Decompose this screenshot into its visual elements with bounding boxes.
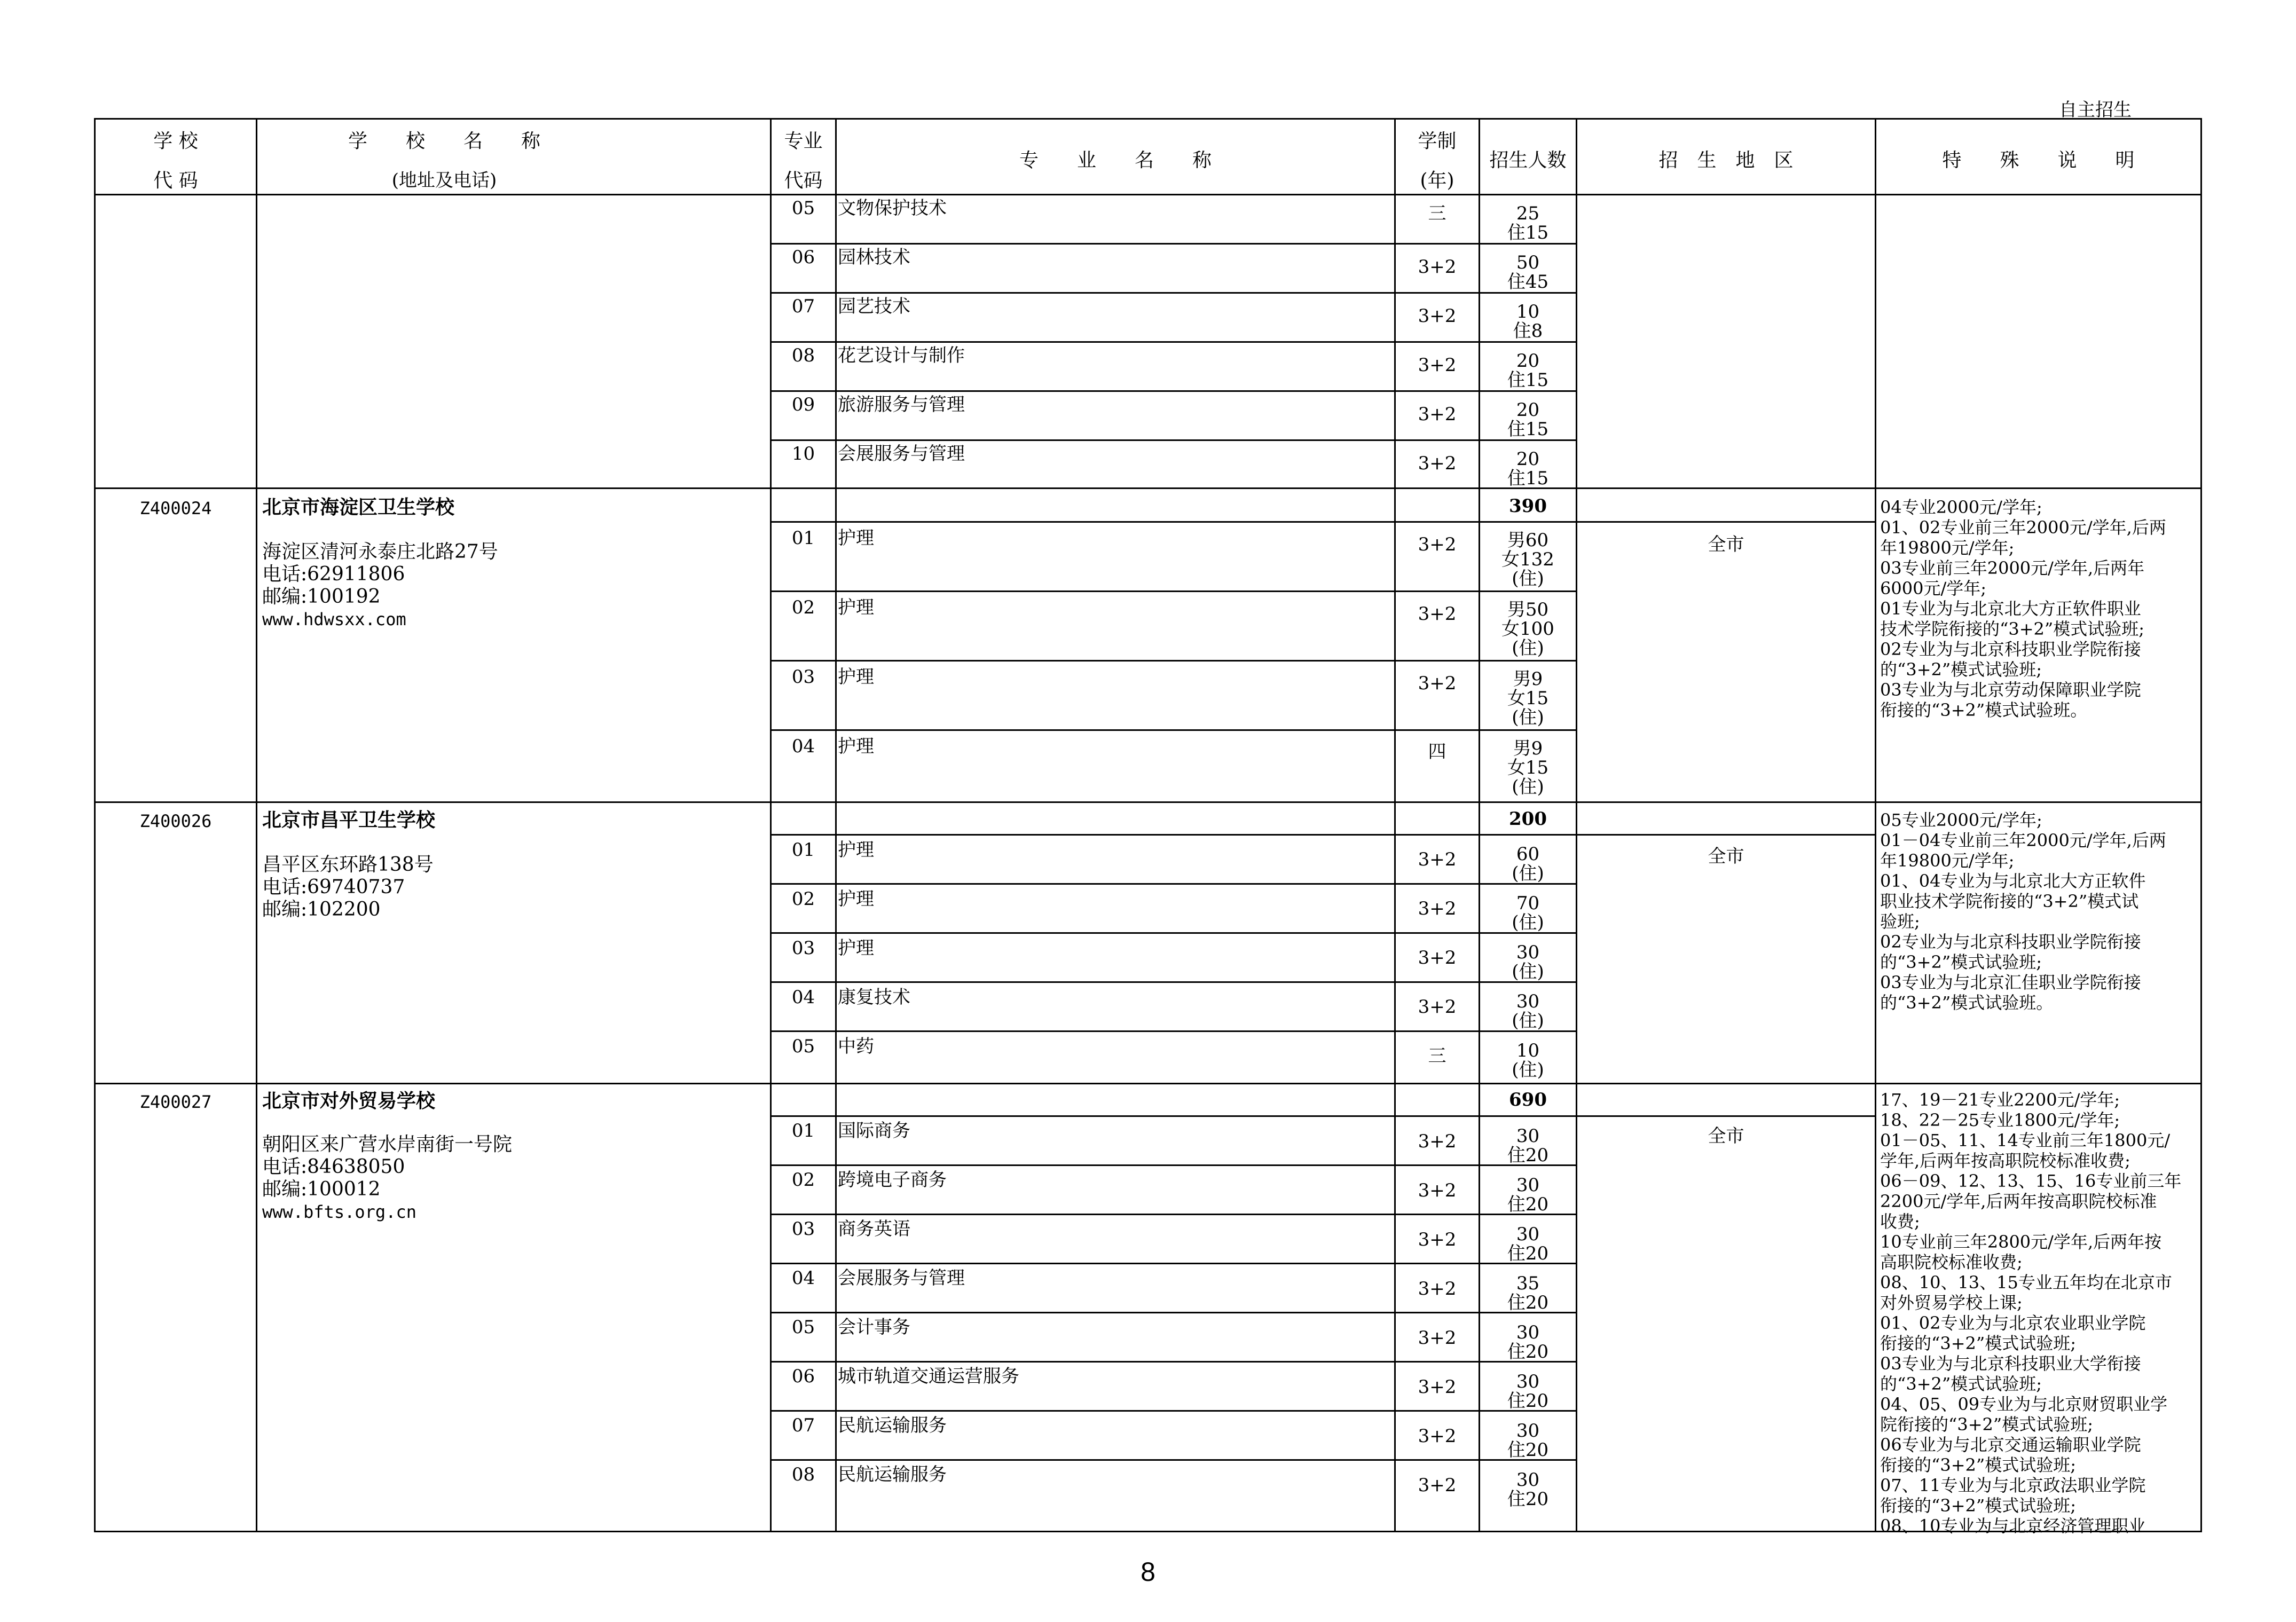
years: 3+2 <box>1418 355 1457 376</box>
quota-line: 住15 <box>1507 419 1549 440</box>
quota-line: (住) <box>1512 568 1544 589</box>
quota-line: 女132 <box>1501 549 1554 570</box>
quota-line: (住) <box>1512 707 1544 728</box>
header-years-line1: 学制 <box>1418 130 1457 152</box>
quota-line: 男60 <box>1507 530 1549 551</box>
years: 3+2 <box>1418 947 1457 969</box>
header-name-line2: (地址及电话) <box>391 170 497 191</box>
header-code-line1: 学 校 <box>153 130 198 152</box>
quota-line: 住20 <box>1507 1194 1549 1215</box>
major-name: 旅游服务与管理 <box>838 394 965 415</box>
quota-line: 30 <box>1516 1469 1540 1491</box>
major-name: 民航运输服务 <box>838 1464 947 1485</box>
header-name-cell <box>256 118 772 195</box>
major-code: 08 <box>791 345 815 366</box>
major-code: 03 <box>791 938 815 959</box>
years: 三 <box>1428 1045 1446 1067</box>
header-region: 招 生 地 区 <box>1658 149 1794 171</box>
school-total: 200 <box>1509 808 1547 830</box>
header-name-line1: 学 校 名 称 <box>348 130 540 152</box>
quota-line: (住) <box>1512 637 1544 659</box>
quota-line: 60 <box>1516 844 1540 865</box>
quota-line: (住) <box>1512 776 1544 798</box>
major-name: 护理 <box>838 666 874 688</box>
quota-line: 30 <box>1516 1175 1540 1196</box>
header-quota-cell <box>1479 118 1577 195</box>
years: 3+2 <box>1418 673 1457 694</box>
years: 3+2 <box>1418 603 1457 625</box>
major-name: 护理 <box>838 736 874 757</box>
quota-line: 女15 <box>1507 757 1549 778</box>
years: 3+2 <box>1418 1180 1457 1201</box>
major-code: 03 <box>791 1218 815 1240</box>
header-quota: 招生人数 <box>1489 149 1567 171</box>
quota-line: 70 <box>1516 893 1540 914</box>
school-code: Z400027 <box>139 1092 212 1112</box>
years: 3+2 <box>1418 849 1457 870</box>
header-major-code-cell <box>770 118 837 195</box>
quota-line: 20 <box>1516 448 1540 470</box>
school-phone: 电话:62911806 <box>262 563 405 585</box>
quota-line: 50 <box>1516 252 1540 273</box>
major-code: 09 <box>791 394 815 415</box>
years: 3+2 <box>1418 996 1457 1018</box>
years: 3+2 <box>1418 898 1457 919</box>
major-code: 10 <box>791 443 815 464</box>
major-name: 城市轨道交通运营服务 <box>838 1366 1019 1387</box>
header-years-cell <box>1394 118 1480 195</box>
major-name: 商务英语 <box>838 1218 910 1240</box>
quota-line: 10 <box>1516 301 1540 322</box>
quota-line: 住20 <box>1507 1243 1549 1264</box>
school-postcode: 邮编:100012 <box>262 1178 381 1200</box>
header-notes-cell <box>1875 118 2202 195</box>
quota-line: 30 <box>1516 1322 1540 1343</box>
years: 3+2 <box>1418 534 1457 555</box>
quota-line: 30 <box>1516 1371 1540 1392</box>
school-region: 全市 <box>1708 534 1744 555</box>
header-notes: 特 殊 说 明 <box>1942 149 2135 171</box>
school-name: 北京市昌平卫生学校 <box>262 809 436 831</box>
school-code: Z400024 <box>139 498 212 518</box>
school-code: Z400026 <box>139 811 212 831</box>
major-name: 花艺设计与制作 <box>838 345 965 366</box>
header-code-cell <box>94 118 257 195</box>
quota-line: 20 <box>1516 399 1540 421</box>
quota-line: 10 <box>1516 1040 1540 1061</box>
years: 三 <box>1428 203 1446 224</box>
major-name: 会展服务与管理 <box>838 443 965 464</box>
major-name: 康复技术 <box>838 987 910 1008</box>
quota-line: 住8 <box>1513 320 1543 342</box>
quota-line: 30 <box>1516 942 1540 963</box>
major-name: 护理 <box>838 938 874 959</box>
continued-name-cell <box>256 194 772 489</box>
quota-line: 男9 <box>1513 738 1543 759</box>
header-major-code-line2: 代码 <box>784 170 823 192</box>
years: 3+2 <box>1418 1475 1457 1496</box>
major-name: 会计事务 <box>838 1317 910 1338</box>
enrollment-table <box>94 118 2202 1536</box>
continued-notes-cell <box>1875 194 2202 489</box>
corner-label: 自主招生 <box>2059 99 2132 121</box>
quota-line: 住45 <box>1507 271 1549 293</box>
continued-code-cell <box>94 194 257 489</box>
quota-line: (住) <box>1512 1010 1544 1032</box>
school-phone: 电话:69740737 <box>262 876 405 898</box>
quota-line: 女15 <box>1507 688 1549 709</box>
years: 3+2 <box>1418 1376 1457 1398</box>
years: 3+2 <box>1418 1131 1457 1152</box>
quota-line: (住) <box>1512 961 1544 982</box>
major-code: 06 <box>791 1366 815 1387</box>
major-code: 03 <box>791 666 815 688</box>
years: 3+2 <box>1418 1278 1457 1300</box>
header-years-line2: (年) <box>1420 170 1454 192</box>
school-url[interactable]: www.hdwsxx.com <box>262 609 406 629</box>
school-notes: 05专业2000元/学年; 01－04专业前三年2000元/学年,后两 年19800元/学年; 01、04专业为与北京北大方正软件 职业技术学院衔接的“3+2”模式试 验班; 02专业为与北京科技职业学院衔接 的“3+2”模式试验班; 03专业为与北京汇佳职业学院衔接 的“3+2”模式试验班。 <box>1880 810 2166 1013</box>
quota-line: 住15 <box>1507 468 1549 489</box>
years: 3+2 <box>1418 1229 1457 1250</box>
years: 3+2 <box>1418 1426 1457 1447</box>
quota-line: (住) <box>1512 1059 1544 1081</box>
major-code: 04 <box>791 1267 815 1289</box>
major-name: 跨境电子商务 <box>838 1169 947 1191</box>
major-name: 文物保护技术 <box>838 198 947 219</box>
quota-line: (住) <box>1512 912 1544 933</box>
school-name: 北京市对外贸易学校 <box>262 1090 436 1112</box>
major-name: 中药 <box>838 1036 874 1057</box>
school-total: 390 <box>1509 495 1547 517</box>
quota-line: 住20 <box>1507 1390 1549 1412</box>
major-code: 02 <box>791 888 815 910</box>
major-code: 08 <box>791 1464 815 1485</box>
page-number: 8 <box>1141 1557 1155 1587</box>
years: 四 <box>1428 741 1446 762</box>
major-name: 国际商务 <box>838 1120 910 1141</box>
major-code: 04 <box>791 736 815 757</box>
school-postcode: 邮编:102200 <box>262 899 381 920</box>
major-name: 会展服务与管理 <box>838 1267 965 1289</box>
school-address: 昌平区东环路138号 <box>262 854 434 876</box>
quota-line: 35 <box>1516 1273 1540 1294</box>
school-address: 海淀区清河永泰庄北路27号 <box>262 541 498 563</box>
major-name: 民航运输服务 <box>838 1415 947 1436</box>
quota-line: 30 <box>1516 1125 1540 1147</box>
major-code: 05 <box>791 1036 815 1057</box>
years: 3+2 <box>1418 404 1457 425</box>
school-region: 全市 <box>1708 1125 1744 1147</box>
school-name: 北京市海淀区卫生学校 <box>262 496 455 518</box>
quota-line: (住) <box>1512 863 1544 884</box>
quota-line: 30 <box>1516 1420 1540 1442</box>
major-code: 06 <box>791 247 815 268</box>
header-major-code-line1: 专业 <box>784 130 823 152</box>
major-name: 护理 <box>838 839 874 861</box>
quota-line: 女100 <box>1501 618 1554 640</box>
school-address: 朝阳区来广营水岸南街一号院 <box>262 1133 513 1155</box>
years: 3+2 <box>1418 256 1457 278</box>
major-name: 护理 <box>838 888 874 910</box>
quota-line: 住20 <box>1507 1145 1549 1166</box>
header-code-line2: 代 码 <box>153 170 198 192</box>
major-code: 07 <box>791 296 815 317</box>
continued-region-cell <box>1576 194 1876 489</box>
major-name: 园林技术 <box>838 247 910 268</box>
major-code: 04 <box>791 987 815 1008</box>
major-name: 园艺技术 <box>838 296 910 317</box>
quota-line: 男50 <box>1507 599 1549 620</box>
header-major-name: 专 业 名 称 <box>1019 149 1212 171</box>
school-notes: 04专业2000元/学年; 01、02专业前三年2000元/学年,后两 年19800元/学年; 03专业前三年2000元/学年,后两年 6000元/学年; 01专业为与北京北大方正软件职业 技术学院衔接的“3+2”模式试验班; 02专业为与北京科技职业学院衔接 的“3+2”模式试验班; 03专业为与北京劳动保障职业学院 衔接的“3+2”模式试验班。 <box>1880 497 2166 720</box>
years: 3+2 <box>1418 1327 1457 1349</box>
major-code: 05 <box>791 1317 815 1338</box>
quota-line: 25 <box>1516 203 1540 224</box>
school-notes: 17、19－21专业2200元/学年; 18、22－25专业1800元/学年; 01－05、11、14专业前三年1800元/ 学年,后两年按高职院校标准收费; 06－09、12、13、15、16专业前三年 2200元/学年,后两年按高职院校标准 收费; 10专业前三年2800元/学年,后两年按 高职院校标准收费; 08、10、13、15专业五年均在北京市 对外贸易学校上课; 01、02专业为与北京农业职业学院 衔接的“3+2”模式试验班; 03专业为与北京科技职业大学衔接 的“3+2”模式试验班; 04、05、09专业为与北京财贸职业学 院衔接的“3+2”模式试验班; 06专业为与北京交通运输职业学院 衔接的“3+2”模式试验班; 07、11专业为与北京政法职业学院 衔接的“3+2”模式试验班; 08、10专业为与北京经济管理职业 <box>1880 1090 2182 1536</box>
school-phone: 电话:84638050 <box>262 1156 405 1178</box>
years: 3+2 <box>1418 305 1457 327</box>
header-region-cell <box>1576 118 1876 195</box>
school-total: 690 <box>1509 1089 1547 1111</box>
major-name: 护理 <box>838 527 874 549</box>
major-code: 05 <box>791 198 815 219</box>
quota-line: 住15 <box>1507 369 1549 391</box>
quota-line: 住20 <box>1507 1292 1549 1313</box>
major-code: 02 <box>791 1169 815 1191</box>
years: 3+2 <box>1418 453 1457 474</box>
major-code: 01 <box>791 1120 815 1141</box>
quota-line: 30 <box>1516 1224 1540 1245</box>
quota-line: 20 <box>1516 350 1540 372</box>
quota-line: 30 <box>1516 991 1540 1012</box>
major-code: 02 <box>791 597 815 618</box>
quota-line: 男9 <box>1513 668 1543 690</box>
quota-line: 住15 <box>1507 222 1549 243</box>
school-region: 全市 <box>1708 846 1744 867</box>
quota-line: 住20 <box>1507 1489 1549 1510</box>
quota-line: 住20 <box>1507 1439 1549 1461</box>
school-url[interactable]: www.bfts.org.cn <box>262 1202 416 1222</box>
header-major-name-cell <box>835 118 1396 195</box>
major-name: 护理 <box>838 597 874 618</box>
major-code: 07 <box>791 1415 815 1436</box>
quota-line: 住20 <box>1507 1341 1549 1363</box>
school-postcode: 邮编:100192 <box>262 586 381 608</box>
major-code: 01 <box>791 839 815 861</box>
major-code: 01 <box>791 527 815 549</box>
